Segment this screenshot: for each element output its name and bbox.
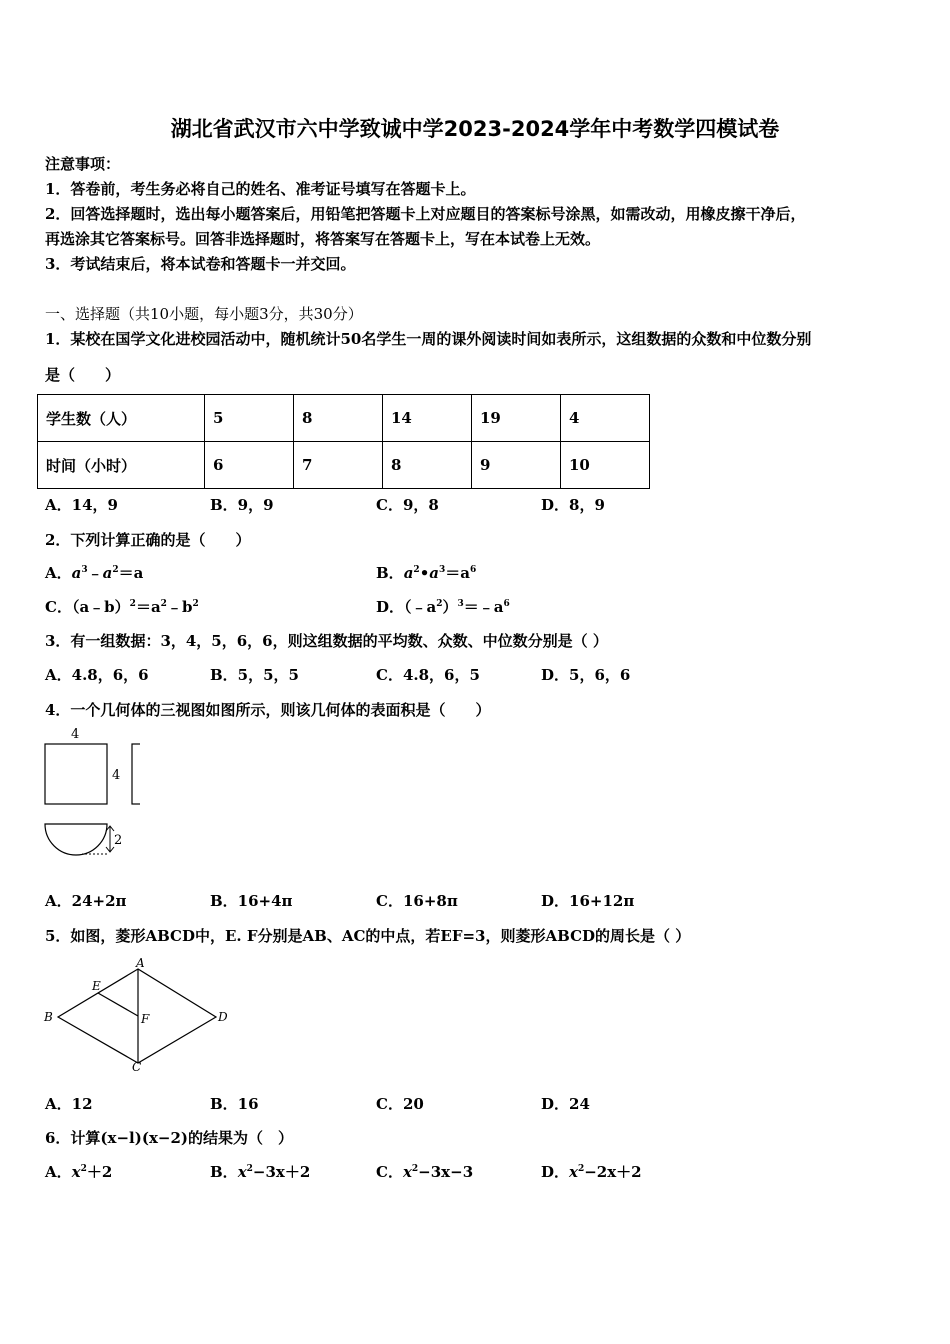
exponent: 2 (80, 1164, 87, 1174)
option-a[interactable]: A．12 (45, 1095, 93, 1113)
option-b[interactable]: B．16 (210, 1095, 259, 1113)
vertex-label: D (218, 1010, 228, 1024)
vertex-label: B (44, 1010, 53, 1024)
math-rest: ＝a (118, 564, 144, 582)
reading-time-table (37, 394, 650, 489)
page-title: 湖北省武汉市六中学致诚中学2023-2024学年中考数学四模试卷 (170, 117, 780, 141)
option-c[interactable] (376, 1161, 473, 1182)
math-op: • (419, 564, 430, 582)
table-cell: 9 (472, 442, 561, 489)
math-op: ﹣ (87, 564, 103, 582)
notice-item: 3．考试结束后，将本试卷和答题卡一并交回。 (45, 255, 356, 273)
math-rest: −2x＋2 (584, 1163, 642, 1181)
vertex-label: C (132, 1060, 142, 1074)
math-expr: （﹣a (404, 598, 437, 616)
option-b[interactable]: B．9，9 (210, 496, 274, 514)
math-rest: ＝a (445, 564, 471, 582)
rhombus-figure (40, 955, 240, 1075)
option-c[interactable]: C．16+8π (376, 892, 458, 910)
option-a[interactable] (45, 562, 143, 583)
math-op: ＝a (135, 598, 161, 616)
math-rest: −3x−3 (418, 1163, 474, 1181)
math-var: x (402, 1163, 412, 1181)
math-expr: （a﹣b） (71, 598, 130, 616)
math-rest: ﹣b (166, 598, 193, 616)
math-var: a (403, 564, 414, 582)
math-var: x (237, 1163, 247, 1181)
question-5-stem: 5．如图，菱形ABCD中，E. F分别是AB、AC的中点，若EF=3，则菱形ABCD的周长是（ ） (45, 927, 691, 945)
table-cell: 学生数（人） (38, 395, 205, 442)
option-c[interactable] (45, 596, 199, 617)
option-label: D． (376, 598, 405, 616)
math-op: ） (442, 598, 458, 616)
option-d[interactable] (376, 596, 510, 617)
three-view-figure (40, 724, 140, 864)
option-label: C． (45, 598, 72, 616)
exponent: 2 (413, 565, 420, 575)
front-view (45, 744, 107, 804)
table-cell: 时间（小时） (38, 442, 205, 489)
table-cell: 10 (561, 442, 650, 489)
table-cell: 5 (205, 395, 294, 442)
exponent: 3 (439, 565, 446, 575)
option-label: B． (210, 1163, 238, 1181)
table-row (38, 442, 650, 489)
dim-label: 4 (112, 768, 121, 783)
option-d[interactable] (541, 1161, 642, 1182)
math-rest: ＋2 (86, 1163, 113, 1181)
notice-item: 2．回答选择题时，选出每小题答案后，用铅笔把答题卡上对应题目的答案标号涂黑，如需改动，用橡皮擦干净后， (45, 205, 806, 223)
exponent: 3 (457, 599, 464, 609)
option-b[interactable] (376, 562, 476, 583)
table-cell: 8 (383, 442, 472, 489)
option-label: C． (376, 1163, 403, 1181)
question-1-stem: 1．某校在国学文化进校园活动中，随机统计50名学生一周的课外阅读时间如表所示，这组数据的众数和中位数分别 (45, 330, 812, 348)
option-d[interactable]: D．16+12π (541, 892, 635, 910)
option-label: D． (541, 1163, 570, 1181)
math-var: a (71, 564, 82, 582)
option-a[interactable]: A．24+2π (45, 892, 127, 910)
option-d[interactable]: D．5，6，6 (541, 666, 631, 684)
question-3-stem: 3．有一组数据：3，4，5，6，6，则这组数据的平均数、众数、中位数分别是（ ） (45, 632, 608, 650)
table-cell: 19 (472, 395, 561, 442)
option-a[interactable]: A．4.8，6，6 (45, 666, 149, 684)
option-b[interactable]: B．16+4π (210, 892, 293, 910)
math-rest: −3x＋2 (252, 1163, 311, 1181)
section-heading: 一、选择题（共10小题，每小题3分，共30分） (45, 305, 363, 323)
exponent: 2 (192, 599, 199, 609)
math-var: x (569, 1163, 578, 1181)
math-var: x (71, 1163, 81, 1181)
notice-heading: 注意事项： (45, 155, 121, 173)
option-label: A． (45, 1163, 72, 1181)
point-label: E (92, 979, 101, 993)
table-row (38, 395, 650, 442)
vertex-label: A (136, 956, 145, 970)
table-cell: 4 (561, 395, 650, 442)
question-2-stem: 2．下列计算正确的是（ ） (45, 531, 251, 549)
option-c[interactable]: C．20 (376, 1095, 424, 1113)
table-cell: 8 (294, 395, 383, 442)
math-var: a (102, 564, 113, 582)
segment-ef (98, 993, 138, 1016)
exponent: 6 (470, 565, 477, 575)
exponent: 2 (246, 1164, 253, 1174)
table-cell: 6 (205, 442, 294, 489)
exponent: 2 (411, 1164, 419, 1174)
option-label: B． (376, 564, 404, 582)
notice-item: 再选涂其它答案标号。回答非选择题时，将答案写在答题卡上，写在本试卷上无效。 (45, 230, 601, 248)
dim-label: 4 (71, 727, 80, 742)
exponent: 2 (577, 1164, 585, 1174)
table-cell: 14 (383, 395, 472, 442)
table-cell: 7 (294, 442, 383, 489)
option-c[interactable]: C．9，8 (376, 496, 439, 514)
option-c[interactable]: C．4.8，6，5 (376, 666, 480, 684)
option-d[interactable]: D．24 (541, 1095, 590, 1113)
exponent: 6 (503, 599, 510, 609)
question-1-stem-cont: 是（ ） (45, 366, 121, 384)
exponent: 2 (160, 599, 167, 609)
point-label: F (141, 1012, 150, 1026)
exponent: 2 (129, 599, 136, 609)
option-b[interactable]: B．5，5，5 (210, 666, 299, 684)
exponent: 3 (81, 565, 88, 575)
math-var: a (429, 564, 440, 582)
exponent: 2 (112, 565, 119, 575)
option-a[interactable]: A．14，9 (45, 496, 118, 514)
option-label: A． (45, 564, 72, 582)
question-4-stem: 4．一个几何体的三视图如图所示，则该几何体的表面积是（ ） (45, 701, 491, 719)
exponent: 2 (436, 599, 443, 609)
option-b[interactable] (210, 1161, 310, 1182)
question-6-stem: 6．计算(x−l)(x−2)的结果为（ ） (45, 1129, 293, 1147)
notice-item: 1．答卷前，考生务必将自己的姓名、准考证号填写在答题卡上。 (45, 180, 476, 198)
top-view (45, 824, 107, 855)
option-a[interactable] (45, 1161, 112, 1182)
side-view (132, 744, 140, 804)
option-d[interactable]: D．8，9 (541, 496, 605, 514)
dim-label: 2 (114, 833, 123, 848)
math-rest: ＝﹣a (463, 598, 504, 616)
